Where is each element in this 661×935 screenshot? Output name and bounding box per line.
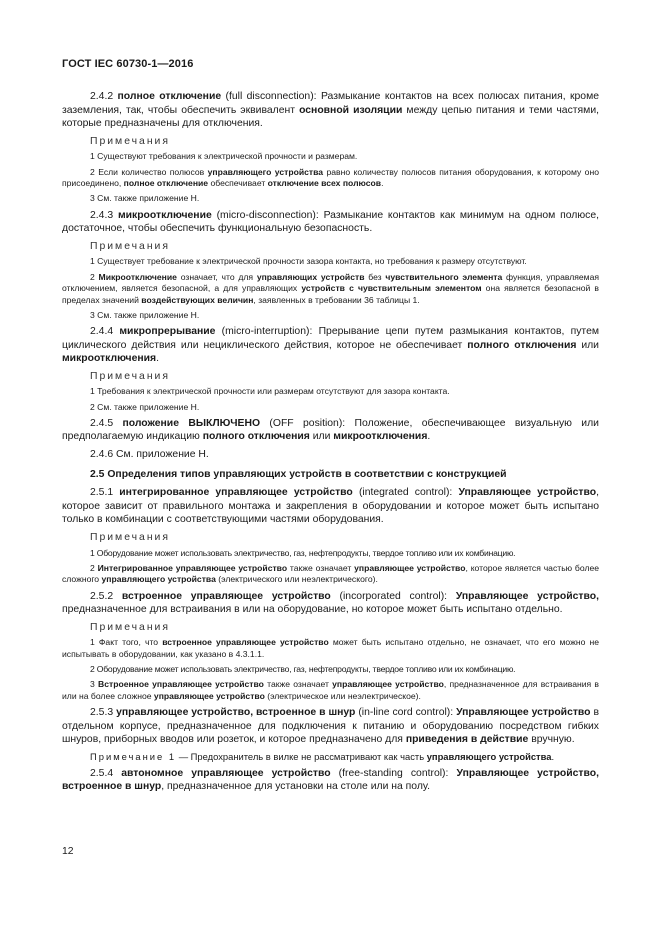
note: 3 См. также приложение Н. bbox=[90, 193, 200, 204]
note: 2 Микроотключение означает, что для управляющих устройств без чувствительного элемента функция, управляемая отключением, является безопасной, а для управляющих устройств с чувствительным элементом она является безопасной в пределах значений воздействующих величин, заявленных в требовании 36 таблицы 1. bbox=[62, 271, 600, 305]
note: 2 Оборудование может использовать электричество, газ, нефтепродукты, твердое топливо или их комбинацию. bbox=[90, 664, 516, 675]
clause-2-5-2: 2.5.2 встроенное управляющее устройство (incorporated control): Управляющее устройство, предназначенное для встраивания в или на оборудование, но которое может быть испытано отдельно. bbox=[62, 590, 599, 616]
note: 1 Оборудование может использовать электричество, газ, нефтепродукты, твердое топливо или их комбинацию. bbox=[90, 547, 516, 558]
note: 1 Факт того, что встроенное управляющее устройство может быть испытано отдельно, не означает, что его можно не испытывать в оборудовании, как указано в 4.3.1.1. bbox=[62, 637, 599, 659]
notes-title: Примечания bbox=[90, 531, 170, 543]
clause-2-4-6: 2.4.6 См. приложение Н. bbox=[90, 449, 209, 460]
clause-2-4-5: 2.4.5 положение ВЫКЛЮЧЕНО (OFF position): Положение, обеспечивающее визуальную или предполагаемую индикацию полного отключения или микроотключения. bbox=[62, 417, 599, 443]
note: 3 Встроенное управляющее устройство также означает управляющее устройство, предназначенное для встраивания в или на более сложное управляющее устройство (электрическое или неэлектрическое). bbox=[62, 679, 599, 701]
section-heading-2-5: 2.5 Определения типов управляющих устройств в соответствии с конструкцией bbox=[90, 468, 507, 480]
note: 2 Если количество полюсов управляющего устройства равно количеству полюсов питания оборудования, к которому оно присоединено, полное отключение обеспечивает отключение всех полюсов. bbox=[62, 166, 599, 189]
note: 2 См. также приложение Н. bbox=[90, 401, 200, 412]
note: Примечание 1 — Предохранитель в вилке не рассматривают как часть управляющего устройства. bbox=[90, 750, 555, 762]
clause-2-4-4: 2.4.4 микропрерывание (micro-interruption): Прерывание цепи путем размыкания контактов, путем циклического действия или нециклического действия, которое не обеспечивает полного отключения или микроотключения. bbox=[62, 326, 599, 365]
document-body bbox=[62, 90, 599, 798]
note: 1 Требования к электрической прочности или размерам отсутствуют для зазора контакта. bbox=[90, 386, 450, 397]
clause-2-4-3: 2.4.3 микроотключение (micro-disconnection): Размыкание контактов как минимум на одном полюсе, достаточное, чтобы обеспечить функциональную безопасность. bbox=[62, 209, 599, 235]
page-header: ГОСТ IEC 60730-1—2016 bbox=[62, 58, 194, 70]
clause-2-5-1: 2.5.1 интегрированное управляющее устройство (integrated control): Управляющее устройство, которое зависит от правильного монтажа и закрепления в оборудовании и которое может быть испытано только в комбинации с соответствующими частями оборудования. bbox=[62, 487, 600, 526]
notes-title: Примечания bbox=[90, 240, 170, 252]
clause-2-5-4: 2.5.4 автономное управляющее устройство (free-standing control): Управляющее устройство, встроенное в шнур, предназначенное для установки на столе или на полу. bbox=[62, 767, 600, 793]
clause-2-4-2: 2.4.2 полное отключение (full disconnection): Размыкание контактов на всех полюсах питания, кроме заземления, так, чтобы обеспечить эквивалент основной изоляции между цепью питания и теми частями, которые предназначены для отключения. bbox=[62, 91, 600, 130]
clause-2-5-3: 2.5.3 управляющее устройство, встроенное в шнур (in-line cord control): Управляющее устройство в отдельном корпусе, предназначенное для подключения к питанию и оборудованию посредством гибких шнуров, приборных вводов или розеток, и которое предназначено для приведения в действие вручную. bbox=[62, 707, 600, 746]
notes-title: Примечания bbox=[90, 621, 170, 633]
note: 3 См. также приложение Н. bbox=[90, 309, 200, 320]
page-number: 12 bbox=[62, 846, 74, 857]
notes-title: Примечания bbox=[90, 370, 170, 382]
note: 1 Существует требование к электрической прочности зазора контакта, но требования к размеру отсутствуют. bbox=[90, 256, 527, 267]
notes-title: Примечания bbox=[90, 135, 170, 147]
note: 2 Интегрированное управляющее устройство также означает управляющее устройство, которое является частью более сложного управляющего устройства (электрического или неэлектрического). bbox=[62, 562, 600, 585]
note: 1 Существуют требования к электрической прочности и размерам. bbox=[90, 151, 358, 162]
